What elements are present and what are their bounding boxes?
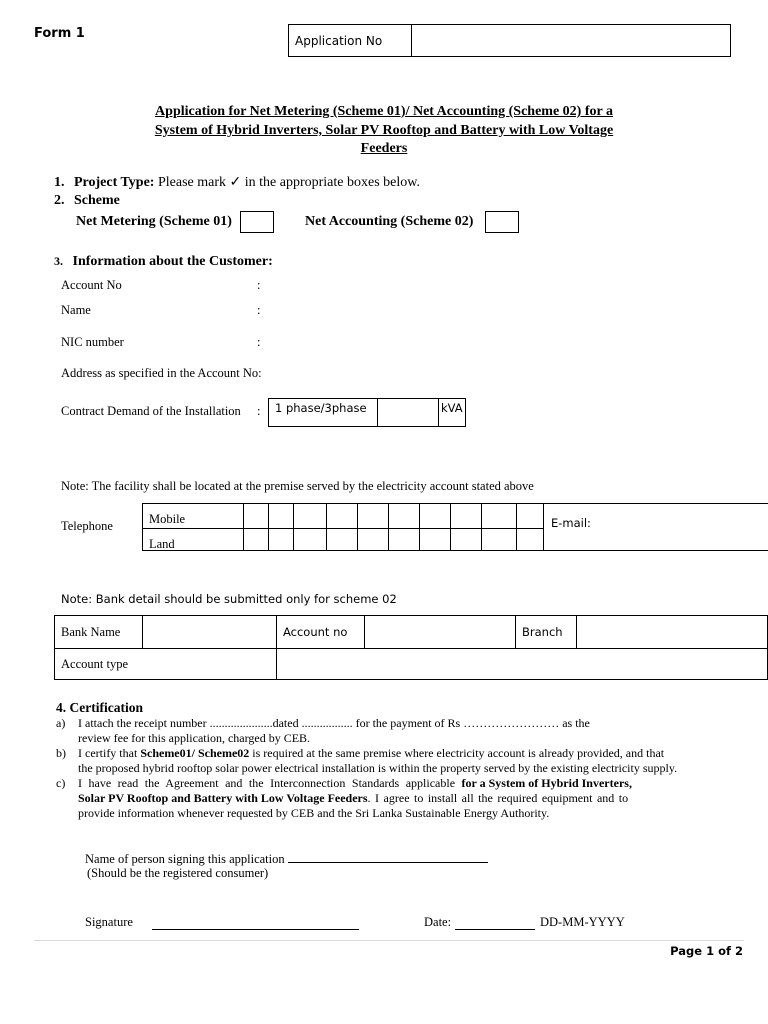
telephone-label: Telephone [61,519,113,533]
signer-name-note: (Should be the registered consumer) [87,866,269,880]
footer-divider [34,940,744,941]
mobile-number-field[interactable] [244,504,543,527]
signer-name-row [85,851,488,867]
certification-item-a [56,716,716,746]
page-title [0,103,768,159]
email-field[interactable] [598,506,763,548]
name-label: Name [61,303,91,317]
item-b-marker: b) [56,746,66,760]
contract-demand-table [268,398,466,427]
account-type-label: Account type [55,649,277,680]
certification-item-b [56,746,716,776]
telephone-table [142,503,768,551]
net-metering-label: Net Metering (Scheme 01) [76,214,232,229]
email-label: E-mail: [551,516,591,530]
nic-colon: : [257,335,261,349]
item-c-pre: I have read the Agreement and the Interconnection Standards applicable [78,776,462,790]
account-no-label: Account No [61,278,122,292]
item-b-post: is required at the same premise where electricity account is already provided, and that [249,746,665,760]
page-number: Page 1 of 2 [670,944,743,958]
account-no-row [61,278,281,293]
signature-field[interactable] [152,916,359,930]
branch-label: Branch [516,616,577,649]
item-c-post: . I agree to install all the required equipment and to [367,791,629,805]
application-no-box [288,24,731,57]
date-format: DD-MM-YYYY [540,915,625,929]
contract-demand-value[interactable] [378,399,439,427]
name-row [61,303,281,318]
form-label: Form 1 [34,26,85,41]
item-b-bold: Scheme01/ Scheme02 [140,746,250,760]
land-label: Land [149,537,175,551]
item-b-pre: I certify that [78,746,141,760]
facility-note: Note: The facility shall be located at the premise served by the electricity account stated above [61,479,534,493]
project-type-text: Please mark ✓ in the appropriate boxes below. [157,175,420,190]
item-c-line-2 [78,791,716,806]
contract-demand-row [61,404,271,419]
kva-label: kVA [439,399,466,427]
item-a-line-1: I attach the receipt number .....................dated ................. for the payment of Rs …………………… as the [78,716,590,730]
contract-demand-label: Contract Demand of the Installation [61,404,241,418]
section-1-number: 1. [54,175,65,190]
net-accounting-checkbox[interactable] [485,211,519,233]
title-line-2: System of Hybrid Inverters, Solar PV Rooftop and Battery with Low Voltage [154,122,614,138]
account-no-colon: : [257,278,261,292]
application-no-field[interactable] [412,25,731,57]
land-number-field[interactable] [244,529,543,550]
certification-item-c [56,776,716,821]
customer-info-label: Information about the Customer: [72,254,273,269]
date-label: Date: [424,915,452,929]
item-c-line-3: provide information whenever requested by CEB and the Sri Lanka Sustainable Energy Authority. [78,806,550,820]
item-c-line-1 [78,776,716,791]
bank-name-field[interactable] [143,616,277,649]
address-label: Address as specified in the Account No: [61,366,262,380]
item-a-line-2: review fee for this application, charged by CEB. [78,731,311,745]
item-c-bold-1: for a System of Hybrid Inverters, [461,776,632,790]
signer-name-field[interactable] [288,851,488,863]
bank-note: Note: Bank detail should be submitted only for scheme 02 [61,592,397,606]
title-line-1: Application for Net Metering (Scheme 01)/ Net Accounting (Scheme 02) for a [155,104,613,119]
name-colon: : [257,303,261,317]
section-scheme [54,193,120,209]
section-customer-info [54,254,273,270]
date-field[interactable] [455,916,535,930]
item-b-line-2: the proposed hybrid rooftop solar power electrical installation is within the property served by the existing electricity supply. [78,761,678,775]
project-type-label: Project Type: [74,175,155,190]
bank-name-label: Bank Name [55,616,143,649]
item-b-line-1 [78,746,716,761]
signature-label: Signature [85,915,133,929]
account-no-bank-field[interactable] [365,616,516,649]
item-a-marker: a) [56,716,66,730]
item-c-marker: c) [56,776,66,790]
branch-field[interactable] [577,616,768,649]
item-c-bold-2: Solar PV Rooftop and Battery with Low Voltage Feeders [78,791,368,805]
account-type-field[interactable] [277,649,768,680]
application-no-label: Application No [289,25,412,57]
contract-demand-colon: : [257,404,261,418]
signer-name-label: Name of person signing this application [85,852,285,866]
mobile-label: Mobile [149,512,186,526]
phase-label: 1 phase/3phase [269,399,378,427]
certification-heading: 4. Certification [56,700,143,715]
section-2-number: 2. [54,193,65,208]
title-line-3: Feeders [360,141,408,156]
nic-row [61,335,281,350]
net-metering-checkbox[interactable] [240,211,274,233]
section-project-type [54,174,420,191]
net-accounting-label: Net Accounting (Scheme 02) [305,214,474,229]
digit-divider [543,504,544,550]
account-no-bank-label: Account no [277,616,365,649]
bank-table [54,615,768,680]
nic-label: NIC number [61,335,124,349]
section-3-number: 3. [54,254,63,268]
scheme-label: Scheme [74,193,120,208]
